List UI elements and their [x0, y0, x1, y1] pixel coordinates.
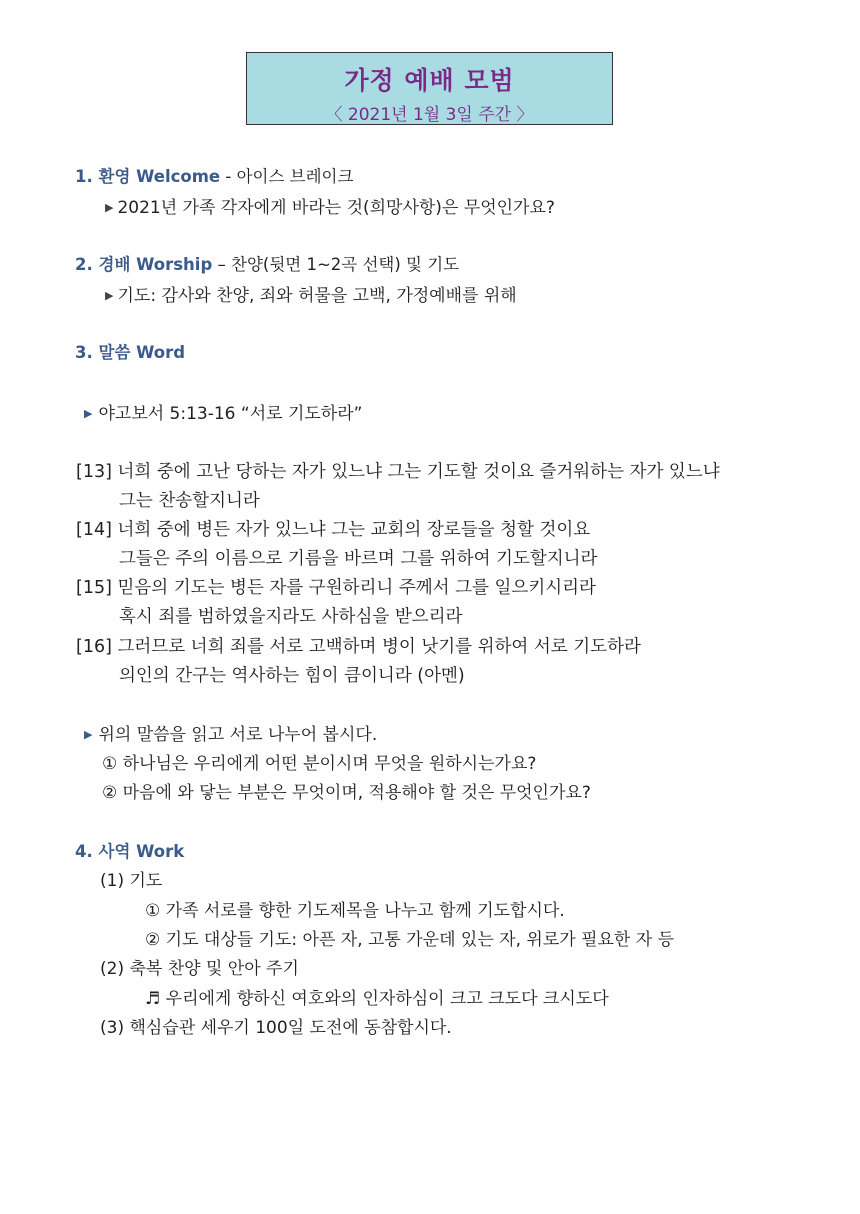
verse-14-line1: [14] 너희 중에 병든 자가 있느냐 그는 교회의 장로들을 청할 것이요: [76, 520, 591, 540]
bullet-icon: ▶: [84, 407, 93, 420]
section-title-kor: 말씀: [98, 343, 131, 362]
page-subtitle: 〈 2021년 1월 3일 주간 〉: [325, 105, 534, 125]
worship-bullet: [105, 285, 517, 307]
section-separator: –: [212, 255, 232, 274]
section-title-kor: 환영: [98, 167, 131, 186]
section-title-eng: Welcome: [136, 167, 221, 186]
verse-15-line2: 혹시 죄를 범하였을지라도 사하심을 받으리라: [119, 607, 463, 627]
share-text: 위의 말씀을 읽고 서로 나누어 봅시다.: [98, 725, 378, 745]
work-item-1a: ① 가족 서로를 향한 기도제목을 나누고 함께 기도합시다.: [145, 901, 565, 921]
verse-13-line1: [13] 너희 중에 고난 당하는 자가 있느냐 그는 기도할 것이요 즐거워하는 자가 있느냐: [76, 462, 720, 482]
bullet-icon: ▶: [84, 728, 93, 741]
section-word-heading: [75, 342, 185, 364]
section-number: 2.: [75, 255, 93, 274]
worship-bullet-text: 기도: 감사와 찬양, 죄와 허물을 고백, 가정예배를 위해: [117, 286, 517, 306]
section-number: 3.: [75, 343, 93, 362]
share-prompt: [84, 724, 377, 746]
section-separator: -: [220, 167, 237, 186]
work-item-3: (3) 핵심습관 세우기 100일 도전에 동참합시다.: [100, 1018, 452, 1038]
work-item-1: (1) 기도: [100, 871, 163, 891]
verse-16-line1: [16] 그러므로 너희 죄를 서로 고백하며 병이 낫기를 위하여 서로 기도하라: [76, 637, 641, 657]
bullet-icon: ▶: [105, 201, 114, 214]
section-welcome-heading: [75, 166, 353, 188]
work-item-2a: ♬ 우리에게 향하신 여호와의 인자하심이 크고 크도다 크시도다: [145, 989, 609, 1009]
question-1: ① 하나님은 우리에게 어떤 분이시며 무엇을 원하시는가요?: [102, 754, 537, 774]
verse-14-line2: 그들은 주의 이름으로 기름을 바르며 그를 위하여 기도할지니라: [119, 549, 598, 569]
section-title-kor: 경배: [98, 255, 131, 274]
section-worship-heading: [75, 254, 459, 276]
section-title-eng: Word: [136, 343, 186, 362]
verse-15-line1: [15] 믿음의 기도는 병든 자를 구원하리니 주께서 그를 일으키시리라: [76, 578, 596, 598]
work-item-2: (2) 축복 찬양 및 안아 주기: [100, 959, 299, 979]
page-title: 가정 예배 모범: [344, 66, 515, 95]
bullet-icon: ▶: [105, 289, 114, 302]
section-title-eng: Worship: [136, 255, 213, 274]
welcome-bullet-text: 2021년 가족 각자에게 바라는 것(희망사항)은 무엇인가요?: [117, 198, 555, 218]
section-desc: 찬양(뒷면 1~2곡 선택) 및 기도: [231, 255, 460, 274]
section-number: 1.: [75, 167, 93, 186]
scripture-text: 야고보서 5:13-16 “서로 기도하라”: [98, 404, 363, 424]
scripture-reference: [84, 403, 362, 425]
section-title-eng: Work: [136, 842, 185, 861]
section-work-heading: [75, 841, 184, 863]
verse-13-line2: 그는 찬송할지니라: [119, 491, 260, 511]
title-box: [246, 52, 613, 125]
section-title-kor: 사역: [98, 842, 131, 861]
section-number: 4.: [75, 842, 93, 861]
question-2: ② 마음에 와 닿는 부분은 무엇이며, 적용해야 할 것은 무엇인가요?: [102, 783, 591, 803]
welcome-bullet: [105, 197, 555, 219]
verse-16-line2: 의인의 간구는 역사하는 힘이 큼이니라 (아멘): [119, 666, 465, 686]
section-desc: 아이스 브레이크: [236, 167, 354, 186]
work-item-1b: ② 기도 대상들 기도: 아픈 자, 고통 가운데 있는 자, 위로가 필요한 자 등: [145, 930, 674, 950]
